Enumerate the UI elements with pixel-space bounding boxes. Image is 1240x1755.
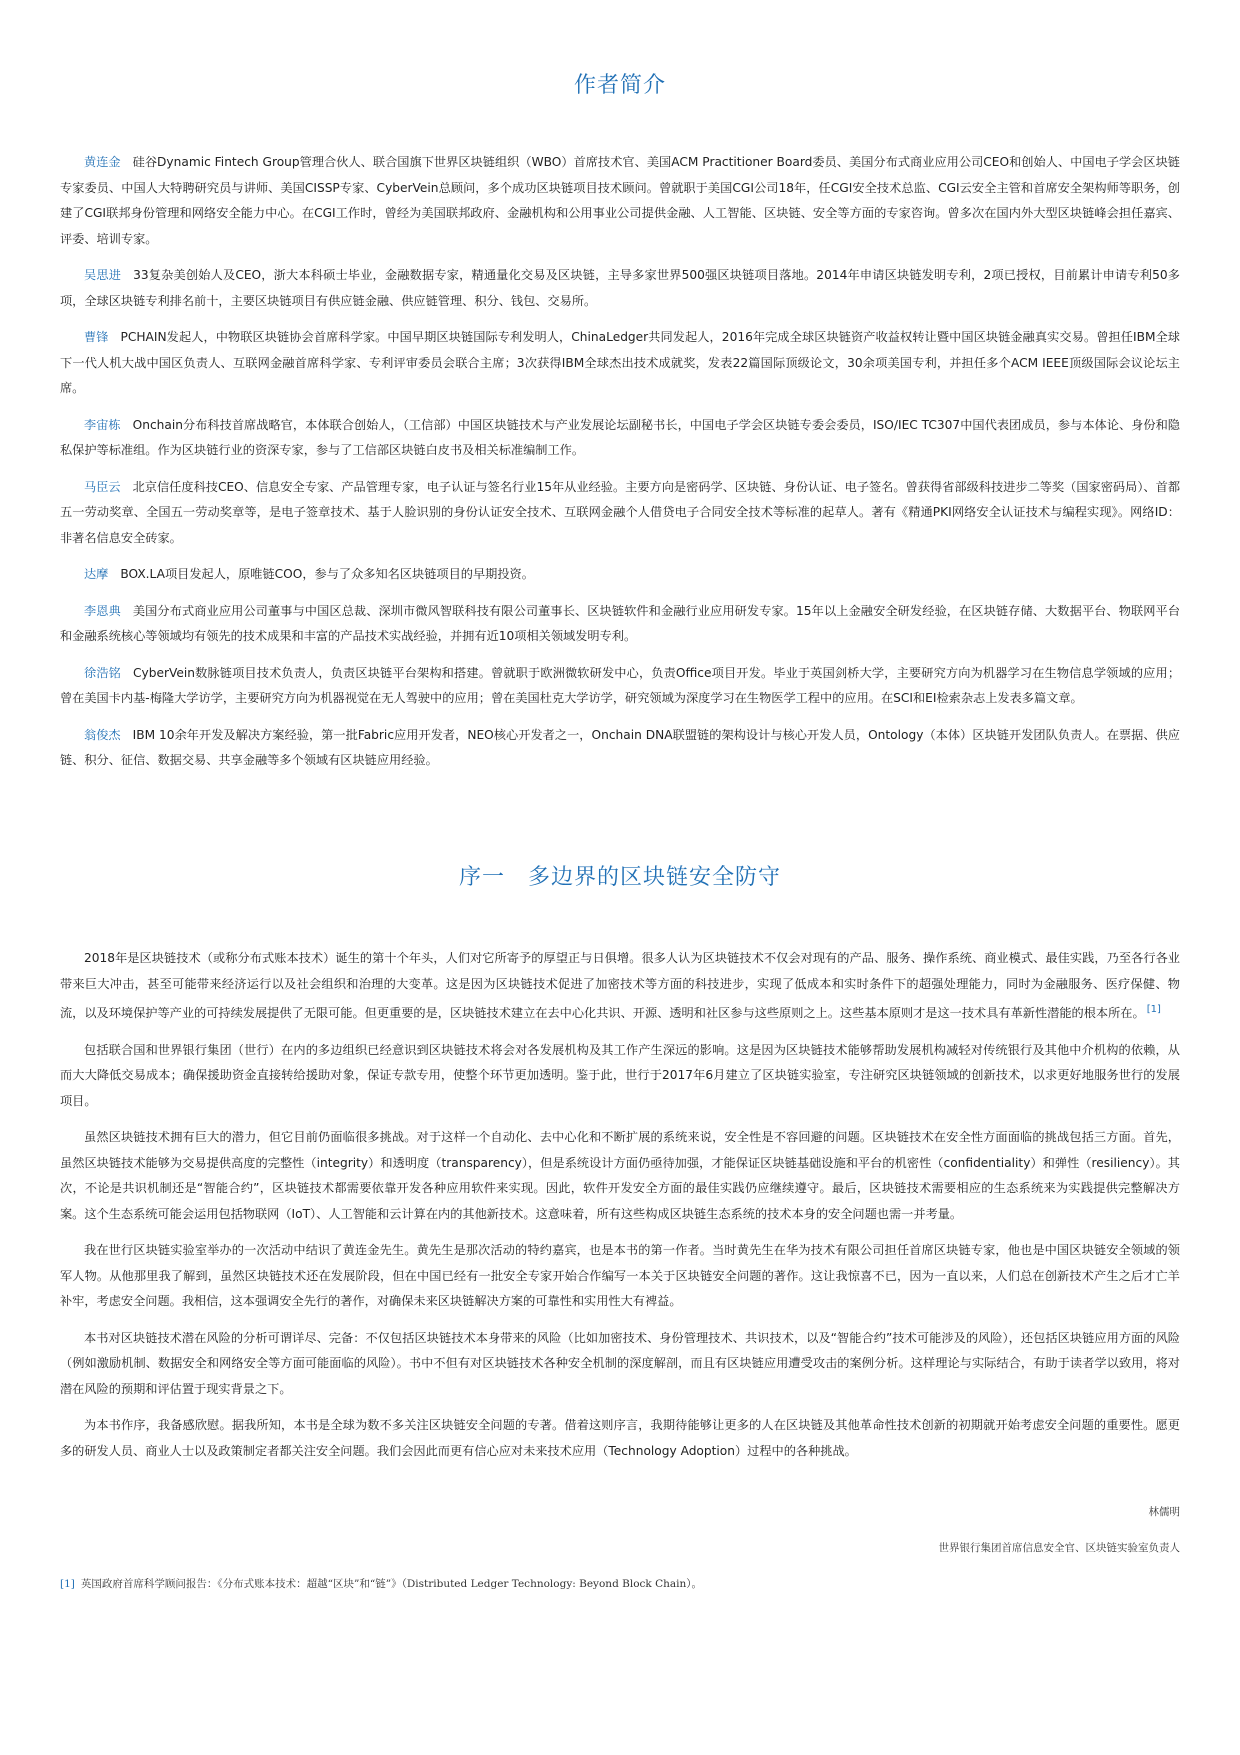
preface-paragraph: 包括联合国和世界银行集团（世行）在内的多边组织已经意识到区块链技术将会对各发展机构及其工作产生深远的影响。这是因为区块链技术能够帮助发展机构减轻对传统银行及其他中介机构的依赖，从而大大降低交易成本；确保援助资金直接转给援助对象，保证专款专用，使整个环节更加透明。鉴于此，世行于2017年6月建立了区块链实验室，专注研究区块链领域的创新技术，以求更好地服务世行的发展项目。 [60,1042,1180,1108]
preface-paragraph: 虽然区块链技术拥有巨大的潜力，但它目前仍面临很多挑战。对于这样一个自动化、去中心化和不断扩展的系统来说，安全性是不容回避的问题。区块链技术在安全性方面面临的挑战包括三方面。首先，虽然区块链技术能够为交易提供高度的完整性（integrity）和透明度（transparency），但是系统设计方面仍亟待加强，才能保证区块链基础设施和平台的机密性（confidentiality）和弹性（resiliency）。其次，不论是共识机制还是“智能合约”，区块链技术都需要依靠开发各种应用软件来实现。因此，软件开发安全方面的最佳实践仍应继续遵守。最后，区块链技术需要相应的生态系统来为实践提供完整解决方案。这个生态系统可能会运用包括物联网（IoT）、人工智能和云计算在内的其他新技术。这意味着，所有这些构成区块链生态系统的技术本身的安全问题也需一并考量。 [60,1130,1180,1221]
author-list [60,150,1180,785]
footnote [60,1576,1180,1591]
authors-section-title: 作者简介 [573,73,666,98]
signature-title: 世界银行集团首席信息安全官、区块链实验室负责人 [938,1542,1180,1554]
footnote-text: 英国政府首席科学顾问报告：《分布式账本技术：超越“区块”和“链”》（Distributed Ledger Technology: Beyond Block Chain）。 [80,1578,703,1590]
author-bio: 33复杂美创始人及CEO，浙大本科硕士毕业，金融数据专家，精通量化交易及区块链，主导多家世界500强区块链项目落地。2014年申请区块链发明专利，2项已授权，目前累计申请专利50多项，全球区块链专利排名前十，主要区块链项目有供应链金融、供应链管理、积分、钱包、交易所。 [60,268,1180,308]
author-entry [60,263,1180,314]
author-entry [60,150,1180,252]
author-bio: 美国分布式商业应用公司董事与中国区总裁、深圳市微风智联科技有限公司董事长、区块链软件和金融行业应用研发专家。15年以上金融安全研发经验，在区块链存储、大数据平台、物联网平台和金融系统核心等领域均有领先的技术成果和丰富的产品技术实战经验，并拥有近10项相关领域发明专利。 [60,603,1181,643]
author-bio: BOX.LA项目发起人，原唯链COO，参与了众多知名区块链项目的早期投资。 [120,567,534,581]
author-bio: 北京信任度科技CEO、信息安全专家、产品管理专家，电子认证与签名行业15年从业经验。主要方向是密码学、区块链、身份认证、电子签名。曾获得省部级科技进步二等奖（国家密码局）、首都五一劳动奖章、全国五一劳动奖章等，是电子签章技术、基于人脸识别的身份认证安全技术、互联网金融个人借贷电子合同安全技术等标准的起草人。著有《精通PKI网络安全认证技术与编程实现》。网络ID：非著名信息安全砖家。 [60,479,1180,545]
author-name: 吴思进 [84,268,122,282]
author-name: 黄连金 [84,155,121,169]
author-entry [60,562,1180,588]
author-name: 徐浩铭 [84,665,121,680]
author-name: 达摩 [84,567,109,581]
preface-paragraph: 我在世行区块链实验室举办的一次活动中结识了黄连金先生。黄先生是那次活动的特约嘉宾，也是本书的第一作者。当时黄先生在华为技术有限公司担任首席区块链专家，他也是中国区块链安全领域的领军人物。从他那里我了解到，虽然区块链技术还在发展阶段，但在中国已经有一批安全专家开始合作编写一本关于区块链安全问题的著作。这让我惊喜不已，因为一直以来，人们总在创新技术产生之后才亡羊补牢，考虑安全问题。我相信，这本强调安全先行的著作，对确保未来区块链解决方案的可靠性和实用性大有裨益。 [60,1243,1180,1309]
signature-name: 林儒明 [1148,1506,1180,1518]
author-entry [60,599,1180,650]
preface-paragraph: 本书对区块链技术潜在风险的分析可谓详尽、完备：不仅包括区块链技术本身带来的风险（比如加密技术、身份管理技术、共识技术，以及“智能合约”技术可能涉及的风险），还包括区块链应用方面的风险（例如激励机制、数据安全和网络安全等方面可能面临的风险）。书中不但有对区块链技术各种安全机制的深度解剖，而且有区块链应用遭受攻击的案例分析。这样理论与实际结合，有助于读者学以致用，将对潜在风险的预期和评估置于现实背景之下。 [60,1330,1180,1396]
author-entry [60,325,1180,402]
author-name: 马臣云 [84,479,121,494]
author-bio: CyberVein数脉链项目技术负责人，负责区块链平台架构和搭建。曾就职于欧洲微软研发中心，负责Office项目开发。毕业于英国剑桥大学，主要研究方向为机器学习在生物信息学领域的应用；曾在美国卡内基-梅隆大学访学，主要研究方向为机器视觉在无人驾驶中的应用；曾在美国杜克大学访学，研究领域为深度学习在生物医学工程中的应用。在SCI和EI检索杂志上发表多篇文章。 [60,665,1181,705]
author-entry [60,475,1180,552]
author-bio: IBM 10余年开发及解决方案经验，第一批Fabric应用开发者，NEO核心开发者之一，Onchain DNA联盟链的架构设计与核心开发人员，Ontology（本体）区块链开发团队负责人。在票据、供应链、积分、征信、数据交易、共享金融等多个领域有区块链应用经验。 [60,727,1180,767]
author-bio: 硅谷Dynamic Fintech Group管理合伙人、联合国旗下世界区块链组织（WBO）首席技术官、美国ACM Practitioner Board委员、美国分布式商业应用公司CEO和创始人、中国电子学会区块链专家委员、中国人大特聘研究员与讲师、美国CISSP专家、CyberVein总顾问，多个成功区块链项目技术顾问。曾就职于美国CGI公司18年，任CGI安全技术总监、CGI云安全主管和首席安全架构师等职务，创建了CGI联邦身份管理和网络安全能力中心。在CGI工作时，曾经为美国联邦政府、金融机构和公用事业公司提供金融、人工智能、区块链、安全等方面的专家咨询。曾多次在国内外大型区块链峰会担任嘉宾、评委、培训专家。 [60,155,1180,246]
author-name: 李恩典 [84,603,121,618]
preface-section-title: 序一 多边界的区块链安全防守 [458,865,781,890]
author-name: 李宙栋 [84,417,121,432]
preface-paragraph: 为本书作序，我备感欣慰。据我所知，本书是全球为数不多关注区块链安全问题的专著。借着这则序言，我期待能够让更多的人在区块链及其他革命性技术创新的初期就开始考虑安全问题的重要性。愿更多的研发人员、商业人士以及政策制定者都关注安全问题。我们会因此而更有信心应对未来技术应用（Technology Adoption）过程中的各种挑战。 [60,1418,1180,1458]
author-entry [60,723,1180,774]
footnote-mark[interactable]: [1] [60,1578,75,1590]
preface-body [60,946,1180,1475]
preface-paragraph [60,946,1180,1027]
author-entry [60,413,1180,464]
author-entry [60,661,1180,712]
preface-paragraph-text: 2018年是区块链技术（或称分布式账本技术）诞生的第十个年头，人们对它所寄予的厚望正与日俱增。很多人认为区块链技术不仅会对现有的产品、服务、操作系统、商业模式、最佳实践，乃至各行各业带来巨大冲击，甚至可能带来经济运行以及社会组织和治理的大变革。这是因为区块链技术促进了加密技术等方面的科技进步，实现了低成本和实时条件下的超强处理能力，同时为金融服务、医疗保健、物流，以及环境保护等产业的可持续发展提供了无限可能。但更重要的是，区块链技术建立在去中心化共识、开源、透明和社区参与这些原则之上。这些基本原则才是这一技术具有革新性潜能的根本所在。 [60,951,1180,1021]
author-name: 翁俊杰 [84,727,121,742]
author-bio: PCHAIN发起人，中物联区块链协会首席科学家。中国早期区块链国际专利发明人，ChinaLedger共同发起人，2016年完成全球区块链资产收益权转让暨中国区块链金融真实交易。曾担任IBM全球下一代人机大战中国区负责人、互联网金融首席科学家、专利评审委员会联合主席；3次获得IBM全球杰出技术成就奖，发表22篇国际顶级论文，30余项美国专利，并担任多个ACM IEEE顶级国际会议论坛主席。 [60,330,1180,395]
author-bio: Onchain分布科技首席战略官，本体联合创始人，（工信部）中国区块链技术与产业发展论坛副秘书长，中国电子学会区块链专委会委员，ISO/IEC TC307中国代表团成员，参与本体论、身份和隐私保护等标准组。作为区块链行业的资深专家，参与了工信部区块链白皮书及相关标准编制工作。 [60,417,1180,457]
footnote-reference-link[interactable]: [1] [1146,1004,1161,1015]
author-name: 曹锋 [84,330,109,344]
